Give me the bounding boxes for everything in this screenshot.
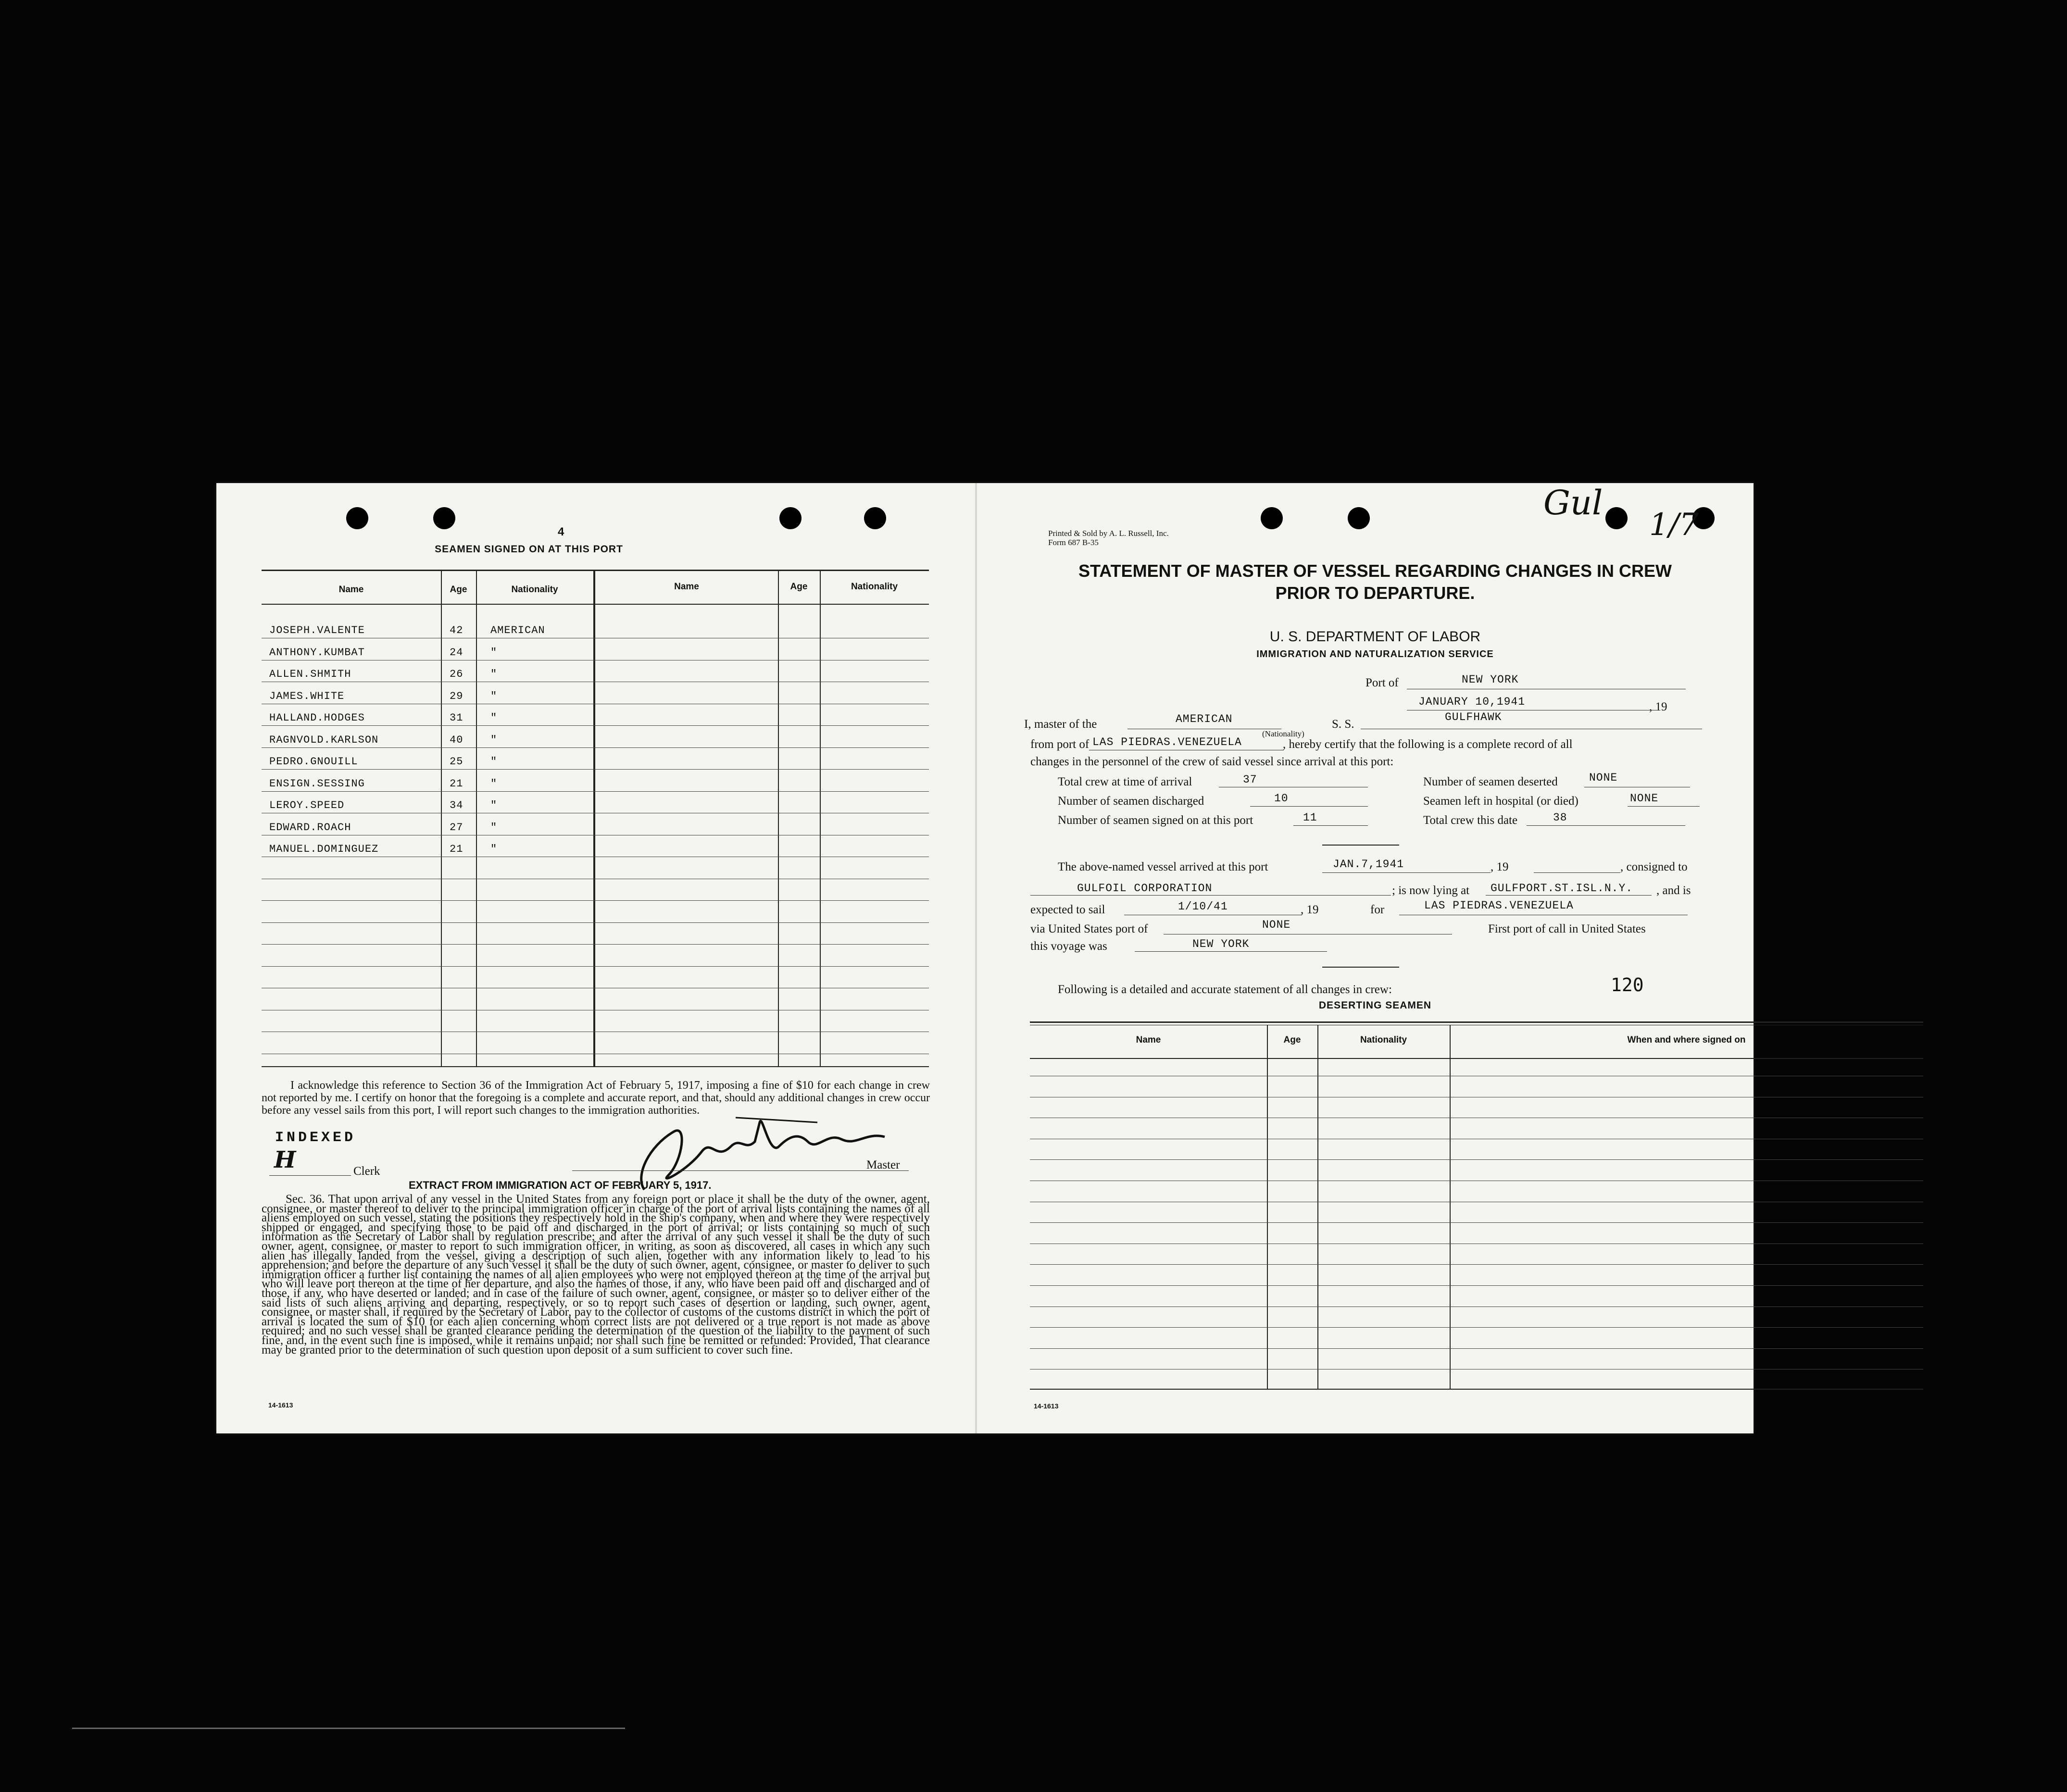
service-heading: IMMIGRATION AND NATURALIZATION SERVICE [1256, 649, 1494, 660]
via-value: NONE [1262, 919, 1291, 931]
master-label: Master [866, 1158, 900, 1171]
table-row-line [1030, 1348, 1923, 1349]
col-header-name: Name [338, 585, 364, 595]
seaman-nationality: " [490, 843, 498, 855]
arrived-label: The above-named vessel arrived at this port [1058, 860, 1268, 873]
section-title: SEAMEN SIGNED ON AT THIS PORT [435, 544, 623, 555]
first-port-label: First port of call in United States [1488, 922, 1646, 935]
arrived-line [1322, 872, 1491, 873]
seaman-nationality: " [490, 734, 498, 746]
printer-line: Printed & Sold by A. L. Russell, Inc. [1048, 529, 1169, 538]
seaman-age: 40 [450, 734, 464, 746]
punch-hole [1605, 507, 1628, 529]
col-header-name-2: Name [674, 582, 699, 592]
punch-hole [864, 507, 886, 529]
punch-hole [1348, 507, 1370, 529]
seaman-nationality: AMERICAN [490, 624, 545, 636]
desert-table-top [1030, 1021, 1923, 1023]
desert-table-header-rule [1030, 1058, 1923, 1059]
table-bottom-rule [262, 1066, 929, 1067]
seaman-name: PEDRO.GNOUILL [269, 756, 358, 768]
desert-col-divider [1267, 1025, 1268, 1389]
seaman-nationality: " [490, 690, 498, 702]
stamp-number: 120 [1611, 974, 1644, 996]
seaman-name: LEROY.SPEED [269, 799, 345, 811]
hospital-value: NONE [1630, 792, 1659, 805]
punch-hole [779, 507, 802, 529]
seaman-name: ENSIGN.SESSING [269, 777, 365, 790]
form-title-line2: PRIOR TO DEPARTURE. [1275, 583, 1475, 603]
right-form-code: 14-1613 [1034, 1402, 1059, 1410]
table-top-rule [262, 570, 929, 571]
arrived-line-2 [1534, 872, 1620, 873]
discharged-line [1250, 806, 1368, 807]
lying-value: GULFPORT.ST.ISL.N.Y. [1491, 882, 1633, 895]
port-of-value: NEW YORK [1462, 673, 1519, 686]
separator [1322, 967, 1399, 968]
table-row-line [262, 922, 929, 923]
nationality-caption: (Nationality) [1262, 729, 1304, 738]
changes-text: changes in the personnel of the crew of said vessel since arrival at this port: [1030, 755, 1394, 768]
desert-table-bottom [1030, 1389, 1923, 1390]
printer-credit [1048, 529, 1169, 547]
arrived-suffix: , 19 [1491, 860, 1509, 873]
seaman-name: EDWARD.ROACH [269, 821, 351, 834]
left-form-code: 14-1613 [268, 1401, 293, 1409]
punch-hole [433, 507, 455, 529]
desert-col-divider [1450, 1025, 1451, 1389]
form-number: Form 687 B-35 [1048, 538, 1099, 547]
table-row-line [262, 725, 929, 726]
seaman-nationality: " [490, 756, 498, 768]
ship-value: GULFHAWK [1445, 711, 1502, 723]
department-heading: U. S. DEPARTMENT OF LABOR [1269, 629, 1481, 645]
for-value: LAS PIEDRAS.VENEZUELA [1424, 899, 1574, 912]
seaman-age: 25 [450, 756, 464, 768]
table-row-line [262, 900, 929, 901]
deserted-value: NONE [1589, 772, 1618, 784]
deserting-title: DESERTING SEAMEN [1318, 1000, 1432, 1011]
seaman-nationality: " [490, 821, 498, 834]
total-crew-date-line [1527, 825, 1685, 826]
acknowledgement-text: I acknowledge this reference to Section 36 of the Immigration Act of February 5, 1917, imposing a fine of $10 for each change in crew not reported by me. I certify on honor that the foregoing is a complete and accurate report, and that, should any additional changes in crew occur before any vessel sails from this port, I will report such changes to the immigration authorities. [262, 1079, 930, 1117]
seaman-age: 21 [450, 777, 464, 790]
page-fold [975, 483, 977, 1433]
seaman-age: 29 [450, 690, 464, 702]
table-row-line [262, 791, 929, 792]
seaman-nationality: " [490, 668, 498, 680]
consigned-label: , consigned to [1620, 860, 1688, 873]
table-row-line [262, 966, 929, 967]
desert-col-nationality: Nationality [1360, 1035, 1407, 1045]
col-header-age-2: Age [790, 582, 808, 592]
and-is: , and is [1656, 884, 1691, 897]
desert-col-age: Age [1283, 1035, 1301, 1045]
signed-on-label: Number of seamen signed on at this port [1058, 814, 1253, 827]
col-header-age: Age [450, 585, 467, 595]
film-edge-mark [72, 1728, 625, 1729]
extract-title: EXTRACT FROM IMMIGRATION ACT OF FEBRUARY 5, 1917. [409, 1179, 712, 1191]
extract-text: Sec. 36. That upon arrival of any vessel in the United States from any foreign port or place it shall be the duty of the owner, agent, consignee, or master thereof to deliver to the principal immigration officer in charge of the port of arrival lists containing the names of all aliens employed on such vessel, stating the positions they respectively hold in the ship's company, when and where they were respectively shipped or engaged, and specifying those to be paid off and discharged in the port of arrival; or lists containing so much of such information as the Secretary of Labor shall by regulation prescribe; and after the arrival of any such vessel it shall be the duty of such owner, agent, consignee, or master to report to such immigration officer, in writing, as soon as discovered, all cases in which any such alien has illegally landed from the vessel, giving a description of such alien, together with any information likely to lead to his apprehension; and before the departure of any such vessel it shall be the duty of such owner, agent, consignee, or master to deliver to such immigration officer a further list containing the names of all alien employees who were not employed thereon at the time of the arrival but who will leave port thereon at the time of her departure, and also the names of those, if any, who have been paid off and discharged and of those, if any, who have deserted or landed; and in case of the failure of such owner, agent, consignee, or master so to deliver either of the said lists of such aliens arriving and departing, respectively, or so to report such cases of desertion or landing, such owner, agent, consignee, or master shall, if required by the Secretary of Labor, pay to the collector of customs of the customs district in which the port of arrival is located the sum of $10 for each alien concerning whom correct lists are not delivered or a true report is not made as above required; and no such vessel shall be granted clearance pending the determination of the question of the liability to the payment of such fine, and, in the event such fine is imposed, while it remains unpaid; nor shall such fine be remitted or refunded: Provided, That clearance may be granted prior to the determination of such question upon deposit of a sum sufficient to cover such fine. [262, 1193, 930, 1356]
port-of-label: Port of [1365, 676, 1399, 689]
lying-label: ; is now lying at [1392, 884, 1470, 897]
seaman-age: 31 [450, 712, 464, 724]
following-text: Following is a detailed and accurate statement of all changes in crew: [1058, 983, 1392, 996]
desert-col-divider [1317, 1025, 1318, 1389]
table-row-line [1030, 1264, 1923, 1265]
from-port-label: from port of [1030, 738, 1090, 751]
col-divider [441, 570, 442, 1067]
ss-label: S. S. [1332, 718, 1354, 731]
total-crew-date-value: 38 [1553, 811, 1567, 824]
col-divider [593, 570, 595, 1067]
date-suffix: , 19 [1649, 700, 1667, 713]
col-divider [778, 570, 779, 1067]
handwritten-note: Gul [1543, 483, 1603, 523]
master-line [572, 1170, 909, 1171]
handwritten-corner: 1/7 [1649, 507, 1699, 543]
seaman-name: JAMES.WHITE [269, 690, 345, 702]
desert-col-name: Name [1136, 1035, 1161, 1045]
form-title [1015, 560, 1736, 604]
desert-col-when-where: When and where signed on [1627, 1035, 1746, 1045]
hospital-label: Seamen left in hospital (or died) [1423, 795, 1578, 808]
seaman-name: JOSEPH.VALENTE [269, 624, 365, 636]
table-row-line [1030, 1327, 1923, 1328]
col-header-nationality-2: Nationality [851, 582, 898, 592]
table-row-line [262, 747, 929, 748]
certify-text: , hereby certify that the following is a complete record of all [1283, 738, 1573, 751]
table-row-line [262, 944, 929, 945]
seaman-name: RAGNVOLD.KARLSON [269, 734, 379, 746]
voyage-line [1135, 951, 1327, 952]
voyage-value: NEW YORK [1192, 938, 1250, 950]
seaman-name: ALLEN.SHMITH [269, 668, 351, 680]
nationality-value: AMERICAN [1176, 713, 1233, 725]
separator [1322, 845, 1399, 846]
seaman-age: 27 [450, 821, 464, 834]
seaman-age: 21 [450, 843, 464, 855]
table-row-line [1030, 1285, 1923, 1286]
via-label: via United States port of [1030, 922, 1148, 935]
total-crew-arrival-value: 37 [1243, 773, 1257, 786]
punch-hole [346, 507, 368, 529]
deserted-label: Number of seamen deserted [1423, 775, 1558, 788]
signed-on-value: 11 [1303, 811, 1317, 824]
seaman-age: 26 [450, 668, 464, 680]
manifest-sheet [216, 483, 1754, 1433]
seaman-nationality: " [490, 712, 498, 724]
col-divider [476, 570, 477, 1067]
table-row-line [1030, 1159, 1923, 1160]
clerk-initials: H [274, 1146, 296, 1173]
table-row-line [262, 769, 929, 770]
signed-on-line [1293, 825, 1368, 826]
total-crew-arrival-label: Total crew at time of arrival [1058, 775, 1192, 788]
seaman-name: HALLAND.HODGES [269, 712, 365, 724]
table-header-rule [262, 604, 929, 605]
seaman-age: 42 [450, 624, 464, 636]
expected-label: expected to sail [1030, 903, 1105, 916]
indexed-stamp: INDEXED [275, 1130, 356, 1146]
table-row-line [1030, 1222, 1923, 1223]
lying-line [1486, 895, 1652, 896]
for-label: for [1370, 903, 1385, 916]
consignee-value: GULFOIL CORPORATION [1077, 882, 1213, 895]
seaman-age: 34 [450, 799, 464, 811]
master-of-label: I, master of the [1024, 718, 1097, 731]
seaman-name: ANTHONY.KUMBAT [269, 646, 365, 659]
total-crew-date-label: Total crew this date [1423, 814, 1518, 827]
seaman-age: 24 [450, 646, 464, 659]
arrived-value: JAN.7,1941 [1333, 858, 1404, 871]
seaman-nationality: " [490, 799, 498, 811]
hospital-line [1628, 806, 1700, 807]
form-title-line1: STATEMENT OF MASTER OF VESSEL REGARDING CHANGES IN CREW [1078, 561, 1672, 581]
expected-suffix: , 19 [1301, 903, 1319, 916]
from-port-value: LAS PIEDRAS.VENEZUELA [1092, 736, 1242, 748]
page-number: 4 [558, 525, 564, 538]
clerk-line [269, 1175, 351, 1176]
discharged-value: 10 [1274, 792, 1289, 805]
discharged-label: Number of seamen discharged [1058, 795, 1204, 808]
voyage-label: this voyage was [1030, 940, 1107, 953]
seaman-name: MANUEL.DOMINGUEZ [269, 843, 379, 855]
clerk-label: Clerk [353, 1165, 380, 1178]
date-value: JANUARY 10,1941 [1418, 696, 1526, 708]
punch-hole [1261, 507, 1283, 529]
expected-value: 1/10/41 [1178, 900, 1228, 913]
col-header-nationality: Nationality [511, 585, 558, 595]
seaman-nationality: " [490, 777, 498, 790]
consignee-line [1030, 895, 1391, 896]
col-divider [820, 570, 821, 1067]
seaman-nationality: " [490, 646, 498, 659]
